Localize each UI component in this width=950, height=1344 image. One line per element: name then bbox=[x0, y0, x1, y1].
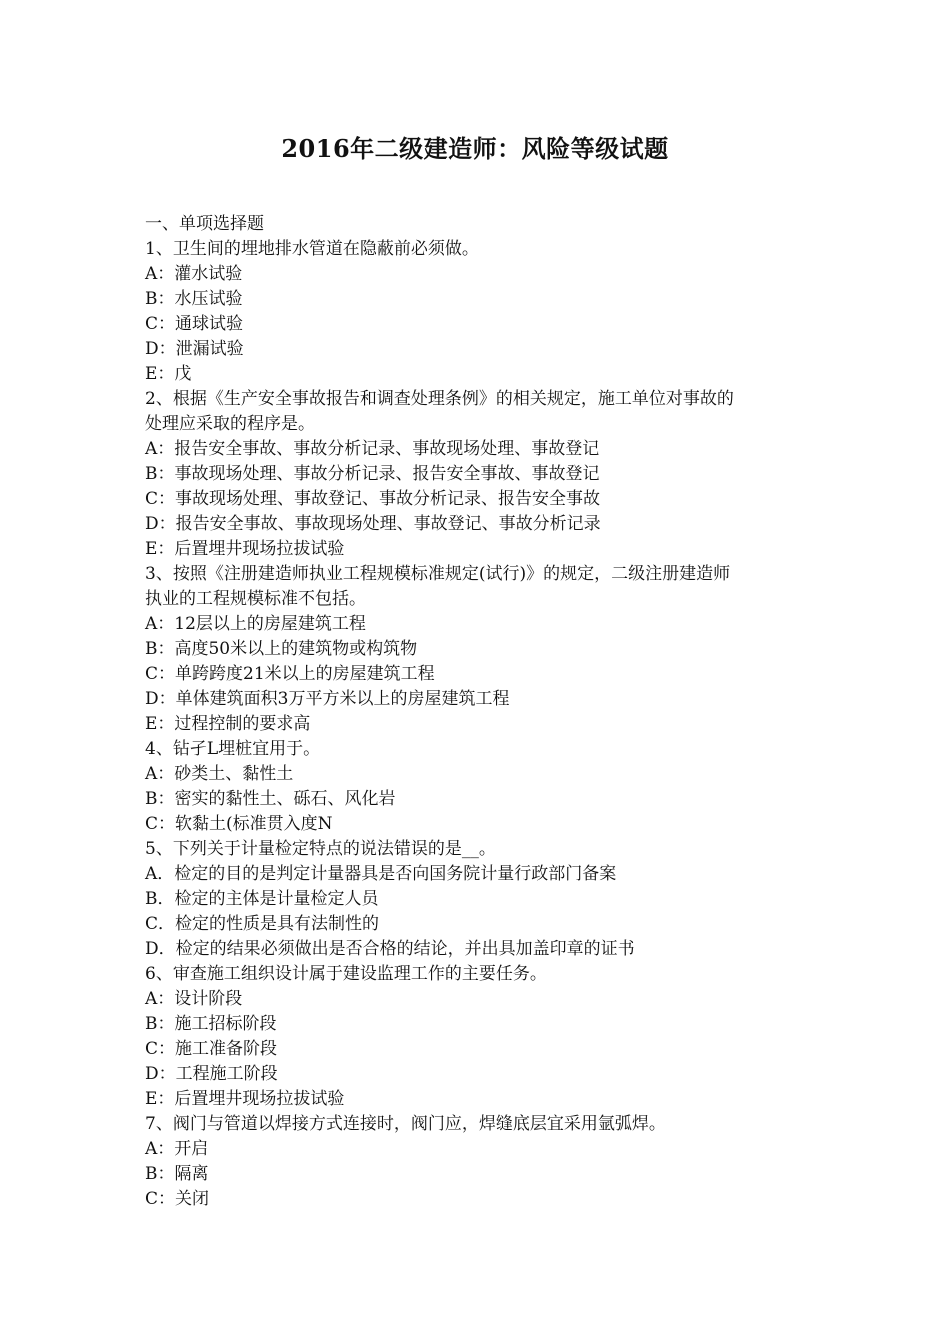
question-5-option-a: A．检定的目的是判定计量器具是否向国务院计量行政部门备案 bbox=[145, 864, 617, 884]
question-7-option-a: A：开启 bbox=[145, 1139, 209, 1159]
question-6-option-d: D：工程施工阶段 bbox=[145, 1064, 278, 1084]
question-5-option-d: D．检定的结果必须做出是否合格的结论，并出具加盖印章的证书 bbox=[145, 939, 635, 959]
question-2-line-1: 2、根据《生产安全事故报告和调查处理条例》的相关规定，施工单位对事故的 bbox=[145, 389, 734, 409]
question-2-option-e: E：后置埋井现场拉拔试验 bbox=[145, 539, 345, 559]
question-1-option-c: C：通球试验 bbox=[145, 314, 244, 334]
question-2-option-c: C：事故现场处理、事故登记、事故分析记录、报告安全事故 bbox=[145, 489, 601, 509]
question-7-option-c: C：关闭 bbox=[145, 1189, 210, 1209]
question-6-option-a: A：设计阶段 bbox=[145, 989, 243, 1009]
question-3-option-b: B：高度50米以上的建筑物或构筑物 bbox=[145, 639, 418, 659]
question-5: 5、下列关于计量检定特点的说法错误的是__。 bbox=[145, 839, 496, 859]
question-2-option-d: D：报告安全事故、事故现场处理、事故登记、事故分析记录 bbox=[145, 514, 601, 534]
question-2-option-a: A：报告安全事故、事故分析记录、事故现场处理、事故登记 bbox=[145, 439, 600, 459]
question-7: 7、阀门与管道以焊接方式连接时，阀门应，焊缝底层宜采用氩弧焊。 bbox=[145, 1114, 666, 1134]
question-3-option-d: D：单体建筑面积3万平方米以上的房屋建筑工程 bbox=[145, 689, 510, 709]
question-2-option-b: B：事故现场处理、事故分析记录、报告安全事故、事故登记 bbox=[145, 464, 600, 484]
question-6-option-b: B：施工招标阶段 bbox=[145, 1014, 277, 1034]
question-4-option-a: A：砂类土、黏性土 bbox=[145, 764, 294, 784]
question-6-option-e: E：后置埋井现场拉拔试验 bbox=[145, 1089, 345, 1109]
question-3-line-2: 执业的工程规模标准不包括。 bbox=[145, 589, 366, 609]
question-1-option-e: E：戊 bbox=[145, 364, 192, 384]
question-1-option-a: A：灌水试验 bbox=[145, 264, 243, 284]
question-2-line-2: 处理应采取的程序是。 bbox=[145, 414, 315, 434]
document-title: 2016年二级建造师：风险等级试题 bbox=[281, 134, 669, 163]
question-6-option-c: C：施工准备阶段 bbox=[145, 1039, 278, 1059]
question-6: 6、审查施工组织设计属于建设监理工作的主要任务。 bbox=[145, 964, 547, 984]
question-1-option-b: B：水压试验 bbox=[145, 289, 243, 309]
question-3-option-a: A：12层以上的房屋建筑工程 bbox=[145, 614, 366, 634]
question-5-option-c: C．检定的性质是具有法制性的 bbox=[145, 914, 380, 934]
question-3-option-e: E：过程控制的要求高 bbox=[145, 714, 311, 734]
question-1: 1、卫生间的埋地排水管道在隐蔽前必须做。 bbox=[145, 239, 479, 259]
question-3-line-1: 3、按照《注册建造师执业工程规模标准规定(试行)》的规定，二级注册建造师 bbox=[145, 564, 731, 584]
section-heading: 一、单项选择题 bbox=[145, 214, 264, 234]
question-4: 4、钻孑L埋桩宜用于。 bbox=[145, 739, 321, 759]
question-7-option-b: B：隔离 bbox=[145, 1164, 209, 1184]
question-4-option-b: B：密实的黏性土、砾石、风化岩 bbox=[145, 789, 396, 809]
question-1-option-d: D：泄漏试验 bbox=[145, 339, 244, 359]
question-4-option-c: C：软黏土(标准贯入度N bbox=[145, 814, 333, 834]
question-5-option-b: B．检定的主体是计量检定人员 bbox=[145, 889, 379, 909]
document-body bbox=[145, 212, 813, 1212]
question-3-option-c: C：单跨跨度21米以上的房屋建筑工程 bbox=[145, 664, 435, 684]
